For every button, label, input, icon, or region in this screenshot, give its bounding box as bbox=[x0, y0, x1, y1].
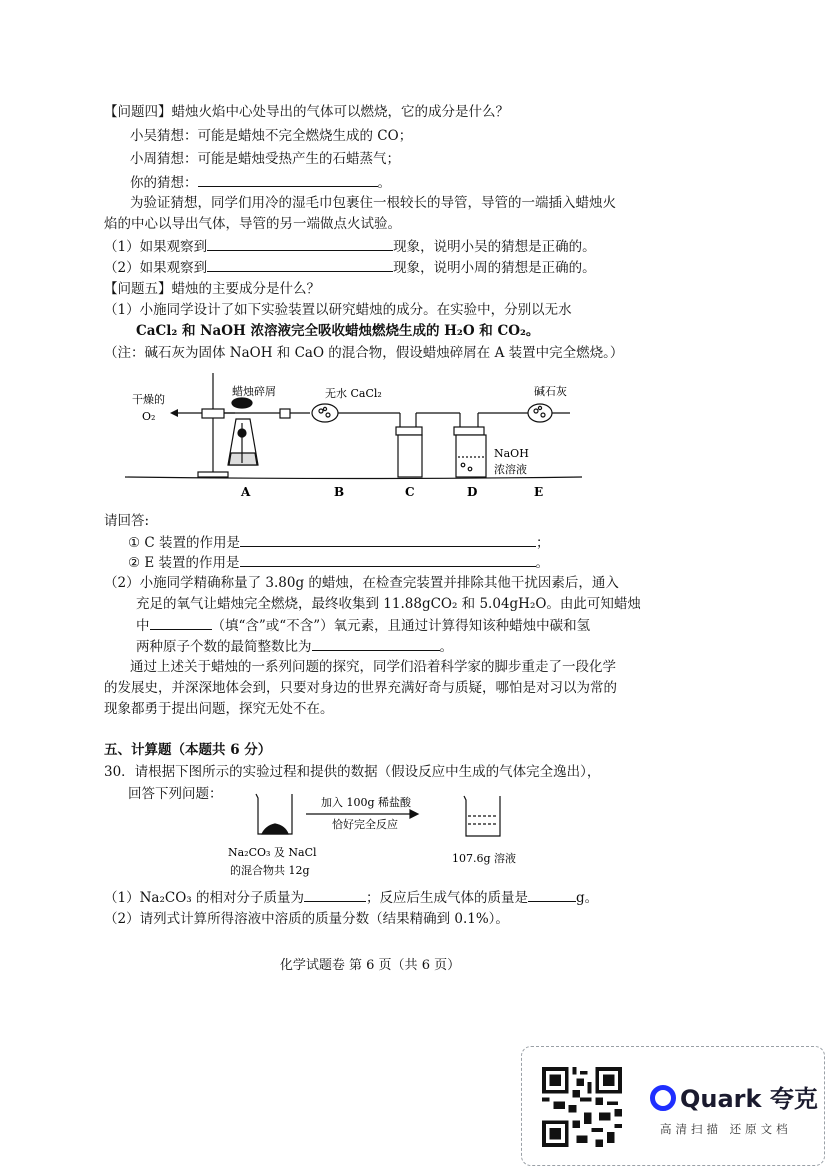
mixture-label-line1: Na₂CO₃ 及 NaCl bbox=[228, 846, 317, 859]
reaction-arrow bbox=[306, 810, 418, 818]
solution-label: 107.6g 溶液 bbox=[452, 852, 517, 865]
page-footer: 化学试题卷 第 6 页（共 6 页） bbox=[279, 958, 461, 973]
q4-guess-you-label: 你的猜想： bbox=[130, 175, 198, 191]
c-role-pre: ① C 装置的作用是 bbox=[128, 535, 241, 551]
quark-watermark bbox=[521, 1046, 825, 1166]
q4-guess-you-blank[interactable] bbox=[198, 172, 378, 187]
q5-part2-line3-post: （填“含”或“不含”）氧元素，且通过计算得知该种蜡烛中碳和氢 bbox=[211, 618, 591, 634]
cacl2-label: 无水 CaCl₂ bbox=[325, 387, 382, 400]
q5-part2-line4-end: 。 bbox=[439, 639, 453, 655]
apparatus-e bbox=[528, 404, 570, 422]
summary-line1: 通过上述关于蜡烛的一系列问题的探究，同学们沿着科学家的脚步重走了一段化学 bbox=[130, 659, 616, 675]
naoh-label-line1: NaOH bbox=[494, 447, 529, 460]
quark-logo bbox=[650, 1079, 818, 1114]
q5-title: 【问题五】蜡烛的主要成分是什么？ bbox=[104, 281, 320, 297]
beaker-solution-icon bbox=[464, 796, 500, 836]
naoh-label-line2: 浓溶液 bbox=[494, 463, 527, 476]
apparatus-b bbox=[280, 404, 400, 422]
q30-sub2: （2）请列式计算所得溶液中溶质的质量分数（结果精确到 0.1%）。 bbox=[104, 911, 509, 927]
q5-part2-line4 bbox=[136, 636, 453, 657]
soda-lime-label: 碱石灰 bbox=[534, 385, 567, 398]
section5-title: 五、计算题（本题共 6 分） bbox=[104, 742, 272, 758]
dry-o2-label-line1: 干燥的 bbox=[132, 393, 165, 406]
q4-obs1-post: 现象，说明小吴的猜想是正确的。 bbox=[393, 239, 596, 255]
label-e: E bbox=[534, 485, 544, 499]
molar-mass-blank[interactable] bbox=[304, 887, 366, 902]
q5-part2-line2: 充足的氧气让蜡烛完全燃烧，最终收集到 11.88gCO₂ 和 5.04gH₂O。由此可知蜡烛 bbox=[136, 596, 641, 612]
q30-sub1-mid: ；反应后生成气体的质量是 bbox=[365, 890, 528, 906]
q4-guess-zhou: 小周猜想：可能是蜡烛受热产生的石蜡蒸气； bbox=[130, 151, 400, 167]
q4-guess-wu: 小吴猜想：可能是蜡烛不完全燃烧生成的 CO； bbox=[130, 128, 413, 144]
calculation-diagram bbox=[228, 786, 528, 882]
c-role-blank[interactable] bbox=[240, 532, 536, 547]
quark-tagline: 高清扫描 还原文档 bbox=[660, 1122, 792, 1136]
q4-obs1-pre: （1）如果观察到 bbox=[104, 239, 208, 255]
q5-part1-line2: CaCl₂ 和 NaOH 浓溶液完全吸收蜡烛燃烧生成的 H₂O 和 CO₂。 bbox=[136, 323, 540, 339]
q4-verify-line2: 焰的中心以导出气体，导管的另一端做点火试验。 bbox=[104, 216, 401, 232]
gas-mass-blank[interactable] bbox=[528, 887, 576, 902]
q4-verify-line1: 为验证猜想，同学们用冷的湿毛巾包裹住一根较长的导管，导管的一端插入蜡烛火 bbox=[130, 195, 616, 211]
table-line bbox=[125, 477, 582, 479]
answer-prompt: 请回答: bbox=[104, 513, 150, 529]
summary-line3: 现象都勇于提出问题，探究无处不在。 bbox=[104, 701, 334, 717]
q4-guess-you bbox=[130, 172, 391, 193]
label-b: B bbox=[334, 485, 345, 499]
q4-title: 【问题四】蜡烛火焰中心处导出的气体可以燃烧，它的成分是什么？ bbox=[104, 104, 509, 120]
e-role-blank[interactable] bbox=[240, 552, 536, 567]
q5-part1-line1: （1）小施同学设计了如下实验装置以研究蜡烛的成分。在实验中，分别以无水 bbox=[104, 302, 572, 318]
q30-line1: 30．请根据下图所示的实验过程和提供的数据（假设反应中生成的气体完全逸出）， bbox=[104, 764, 601, 780]
q4-obs2-pre: （2）如果观察到 bbox=[104, 260, 208, 276]
quark-logo-icon bbox=[650, 1085, 676, 1111]
apparatus-diagram bbox=[120, 365, 590, 505]
oxygen-blank[interactable] bbox=[150, 615, 212, 630]
summary-line2: 的发展史，并深深地体会到，只要对身边的世界充满好奇与质疑，哪怕是对习以为常的 bbox=[104, 680, 617, 696]
arrow-top-label: 加入 100g 稀盐酸 bbox=[321, 796, 412, 809]
label-d: D bbox=[467, 485, 478, 499]
e-role-pre: ② E 装置的作用是 bbox=[128, 555, 240, 571]
q5-note: （注：碱石灰为固体 NaOH 和 CaO 的混合物，假设蜡烛碎屑在 A 装置中完全燃烧。） bbox=[104, 345, 624, 361]
q5-part2-line1: （2）小施同学精确称量了 3.80g 的蜡烛，在检查完装置并排除其他干扰因素后，通入 bbox=[104, 575, 619, 591]
q4-observation-2 bbox=[104, 257, 596, 278]
q4-obs2-post: 现象，说明小周的猜想是正确的。 bbox=[393, 260, 596, 276]
arrow-bottom-label: 恰好完全反应 bbox=[332, 818, 398, 831]
q4-obs1-blank[interactable] bbox=[207, 236, 393, 251]
apparatus-c bbox=[396, 413, 460, 477]
label-a: A bbox=[241, 485, 251, 499]
wax-chips-label: 蜡烛碎屑 bbox=[232, 385, 276, 398]
q30-sub1 bbox=[104, 887, 598, 908]
e-role-end: 。 bbox=[535, 555, 550, 571]
q5-part2-line3-pre: 中 bbox=[136, 618, 150, 634]
q30-line2: 回答下列问题： bbox=[128, 786, 223, 802]
beaker-mixture-icon bbox=[256, 794, 292, 834]
q4-obs2-blank[interactable] bbox=[207, 257, 393, 272]
q5-part2-line3 bbox=[136, 615, 590, 636]
q5-part2-line4-pre: 两种原子个数的最简整数比为 bbox=[136, 639, 312, 655]
label-c: C bbox=[405, 485, 415, 499]
o2-arrow-icon bbox=[170, 409, 178, 417]
q30-sub1-pre: （1）Na₂CO₃ 的相对分子质量为 bbox=[104, 890, 304, 906]
c-role-end: ； bbox=[536, 535, 550, 551]
c-role-line bbox=[128, 532, 550, 553]
ratio-blank[interactable] bbox=[312, 636, 440, 651]
dry-o2-label-line2: O₂ bbox=[142, 410, 156, 423]
e-role-line bbox=[128, 552, 549, 573]
q4-guess-you-end: 。 bbox=[377, 175, 391, 191]
qr-code-icon bbox=[542, 1067, 622, 1147]
quark-brand: Quark 夸克 bbox=[680, 1085, 818, 1113]
mixture-label-line2: 的混合物共 12g bbox=[230, 864, 310, 877]
q30-sub1-end: g。 bbox=[575, 890, 599, 906]
q4-observation-1 bbox=[104, 236, 596, 257]
